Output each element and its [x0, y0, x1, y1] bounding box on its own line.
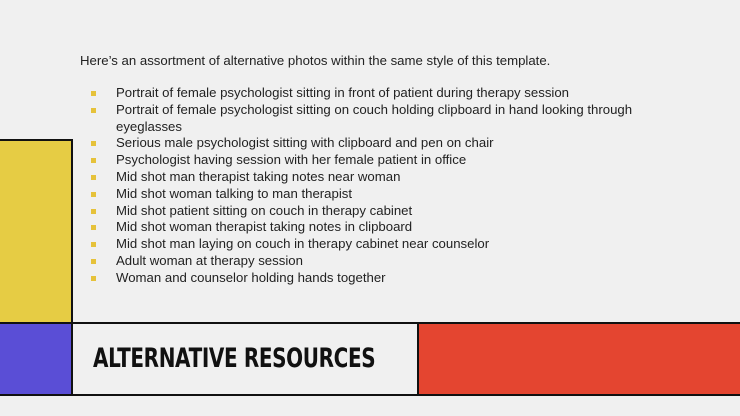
list-item-text: Adult woman at therapy session — [116, 252, 303, 268]
list-item — [90, 135, 650, 152]
list-item-text: Portrait of female psychologist sitting in front of patient during therapy session — [116, 85, 570, 100]
page-title: ALTERNATIVE RESOURCES — [93, 343, 376, 374]
list-item — [90, 203, 650, 220]
list-item-text: Mid shot woman talking to man therapist — [116, 185, 353, 201]
list-item-text: Mid shot patient sitting on couch in therapy cabinet — [116, 202, 413, 218]
list-item — [90, 270, 650, 287]
list-item — [90, 169, 650, 186]
list-item — [90, 219, 650, 236]
bullet-square-icon — [91, 259, 96, 264]
list-item-text: Serious male psychologist sitting with clipboard and pen on chair — [116, 135, 494, 151]
list-item — [90, 253, 650, 270]
bullet-square-icon — [91, 108, 96, 113]
yellow-decor-block — [0, 139, 73, 325]
bullet-square-icon — [91, 158, 96, 163]
list-item — [90, 236, 650, 253]
list-item — [90, 85, 650, 102]
bullet-square-icon — [91, 209, 96, 214]
bullet-square-icon — [91, 242, 96, 247]
bullet-square-icon — [91, 225, 96, 230]
bullet-square-icon — [91, 192, 96, 197]
list-item-text: Portrait of female psychologist sitting on couch holding clipboard in hand looking through eyeglasses — [116, 101, 633, 134]
list-item-text: Mid shot man laying on couch in therapy cabinet near counselor — [116, 236, 490, 252]
list-item — [90, 102, 650, 136]
list-item-text: Psychologist having session with her female patient in office — [116, 152, 467, 168]
intro-text: Here’s an assortment of alternative photos within the same style of this template. — [80, 53, 551, 68]
bullet-square-icon — [91, 276, 96, 281]
resource-list — [90, 85, 650, 287]
bullet-square-icon — [91, 91, 96, 96]
list-item-text: Woman and counselor holding hands together — [116, 269, 386, 285]
blue-decor-block — [0, 322, 73, 396]
list-item-text: Mid shot woman therapist taking notes in clipboard — [116, 219, 413, 235]
bullet-square-icon — [91, 141, 96, 146]
bullet-square-icon — [91, 175, 96, 180]
title-box — [71, 322, 419, 396]
red-decor-block — [417, 322, 740, 396]
list-item-text: Mid shot man therapist taking notes near woman — [116, 168, 401, 184]
list-item — [90, 152, 650, 169]
list-item — [90, 186, 650, 203]
